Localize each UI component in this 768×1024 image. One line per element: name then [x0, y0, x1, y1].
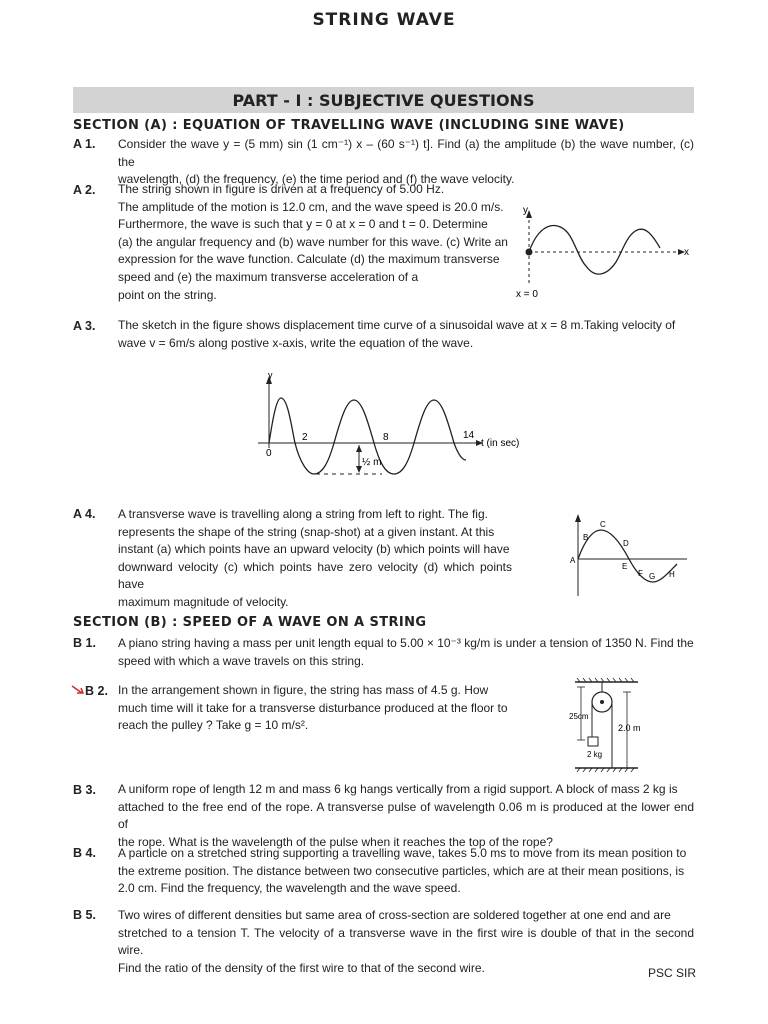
point-label-b: B — [583, 533, 589, 542]
point-label-e: E — [622, 562, 628, 571]
section-b-heading: SECTION (B) : SPEED OF A WAVE ON A STRING — [73, 615, 427, 630]
origin-label: x = 0 — [516, 289, 538, 300]
text-line: A piano string having a mass per unit length equal to 5.00 × 10⁻³ kg/m is under a tension of 1350 N. Find the — [118, 636, 694, 650]
axis-label-x: x — [684, 247, 689, 258]
text-line: maximum magnitude of velocity. — [118, 594, 289, 609]
point-label-d: D — [623, 539, 629, 548]
text-line: represents the shape of the string (snap-shot) at a given instant. At this — [118, 524, 495, 539]
question-text-b4 — [118, 845, 694, 898]
text-line: The sketch in the figure shows displacement time curve of a sinusoidal wave at x = 8 m.Taking velocity of — [118, 318, 676, 332]
text-line: Find the ratio of the density of the first wire to that of the second wire. — [118, 960, 485, 975]
point-label-a: A — [570, 556, 576, 565]
text-line: expression for the wave function. Calculate (d) the maximum transverse — [118, 252, 500, 267]
question-number-a1: A 1. — [73, 137, 96, 151]
point-label-c: C — [600, 520, 606, 529]
part-heading-bar — [73, 87, 694, 113]
text-line: the rope. What is the wavelength of the pulse when it reaches the top of the rope? — [118, 834, 553, 849]
axis-label-t: t (in sec) — [481, 438, 520, 449]
hand-pointer-icon — [71, 684, 85, 696]
text-line: speed with which a wave travels on this string. — [118, 653, 365, 668]
question-number-b4: B 4. — [73, 846, 96, 860]
part-heading: PART - I : SUBJECTIVE QUESTIONS — [232, 91, 535, 110]
text-line: 2.0 cm. Find the frequency, the wavelength and the wave speed. — [118, 881, 461, 896]
tick-label-2: 2 — [302, 432, 308, 443]
figure-a3-displacement-time — [250, 368, 540, 480]
tick-label-8: 8 — [383, 432, 389, 443]
text-line: A particle on a stretched string supporting a travelling wave, takes 5.0 ms to move from its mean position to — [118, 846, 687, 860]
point-label-f: F — [638, 569, 643, 578]
text-line: reach the pulley ? Take g = 10 m/s². — [118, 718, 309, 733]
question-text-b3 — [118, 781, 694, 851]
text-line: downward velocity (c) which points have zero velocity (d) which points have — [118, 559, 512, 592]
text-line: speed and (e) the maximum transverse acceleration of a — [118, 269, 419, 284]
text-line: (a) the angular frequency and (b) wave number for this wave. (c) Write an — [118, 234, 508, 249]
question-text-a4 — [118, 506, 512, 612]
text-line: much time will it take for a transverse disturbance produced at the floor to — [118, 700, 508, 715]
text-line: stretched to a tension T. The velocity of a transverse wave in the first wire is double of that in the second wire. — [118, 925, 694, 958]
axis-label-y: y — [523, 205, 528, 216]
amplitude-label: ½ m — [362, 457, 382, 468]
text-line: the extreme position. The distance between two consecutive particles, which are at their mean positions, is — [118, 863, 685, 878]
text-line: In the arrangement shown in figure, the string has mass of 4.5 g. How — [118, 683, 489, 697]
origin-label: 0 — [266, 448, 272, 459]
text-line: Two wires of different densities but same area of cross-section are soldered together at one end and are — [118, 908, 671, 922]
question-number-b1: B 1. — [73, 636, 96, 650]
text-line: Consider the wave y = (5 mm) sin (1 cm⁻¹) x – (60 s⁻¹) t]. Find (a) the amplitude (b) the wave number, (c) the — [118, 137, 694, 169]
text-line: attached to the free end of the rope. A transverse pulse of wavelength 0.06 m is produced at the lower end of — [118, 799, 694, 832]
section-a-heading: SECTION (A) : EQUATION OF TRAVELLING WAVE (INCLUDING SINE WAVE) — [73, 118, 625, 133]
figure-a2-wave — [510, 200, 700, 305]
figure-b2-pulley — [563, 677, 648, 775]
question-number-b2: B 2. — [85, 684, 108, 698]
question-number-a3: A 3. — [73, 319, 96, 333]
axis-label-y: y — [268, 370, 273, 380]
question-text-b2 — [118, 682, 512, 735]
question-number-b5: B 5. — [73, 908, 96, 922]
figure-a4-snapshot — [565, 510, 695, 600]
text-line: A transverse wave is travelling along a string from left to right. The fig. — [118, 507, 488, 521]
question-text-b1 — [118, 635, 694, 670]
question-text-a3 — [118, 317, 694, 352]
tick-label-14: 14 — [463, 430, 475, 441]
text-line: point on the string. — [118, 287, 217, 302]
question-number-b3: B 3. — [73, 783, 96, 797]
question-text-a2 — [118, 181, 512, 304]
label-25cm: 25cm — [569, 712, 589, 721]
point-label-h: H — [669, 570, 675, 579]
text-line: wave v = 6m/s along postive x-axis, write the equation of the wave. — [118, 335, 474, 350]
question-number-a4: A 4. — [73, 507, 96, 521]
footer-author: PSC SIR — [647, 966, 696, 980]
page-title: STRING WAVE — [312, 10, 456, 30]
question-number-a2: A 2. — [73, 183, 96, 197]
label-mass: 2 kg — [587, 750, 603, 759]
text-line: wavelength, (d) the frequency, (e) the time period and (f) the wave velocity. — [118, 172, 515, 187]
text-line: A uniform rope of length 12 m and mass 6 kg hangs vertically from a rigid support. A block of mass 2 kg is — [118, 782, 678, 796]
text-line: Furthermore, the wave is such that y = 0 at x = 0 and t = 0. Determine — [118, 217, 488, 232]
text-line: instant (a) which points have an upward velocity (b) which points will have — [118, 542, 510, 557]
label-2m: 2.0 m — [618, 723, 641, 733]
text-line: The string shown in figure is driven at a frequency of 5.00 Hz. — [118, 182, 445, 196]
question-text-b5 — [118, 907, 694, 977]
text-line: The amplitude of the motion is 12.0 cm, and the wave speed is 20.0 m/s. — [118, 199, 504, 214]
point-label-g: G — [649, 572, 656, 581]
